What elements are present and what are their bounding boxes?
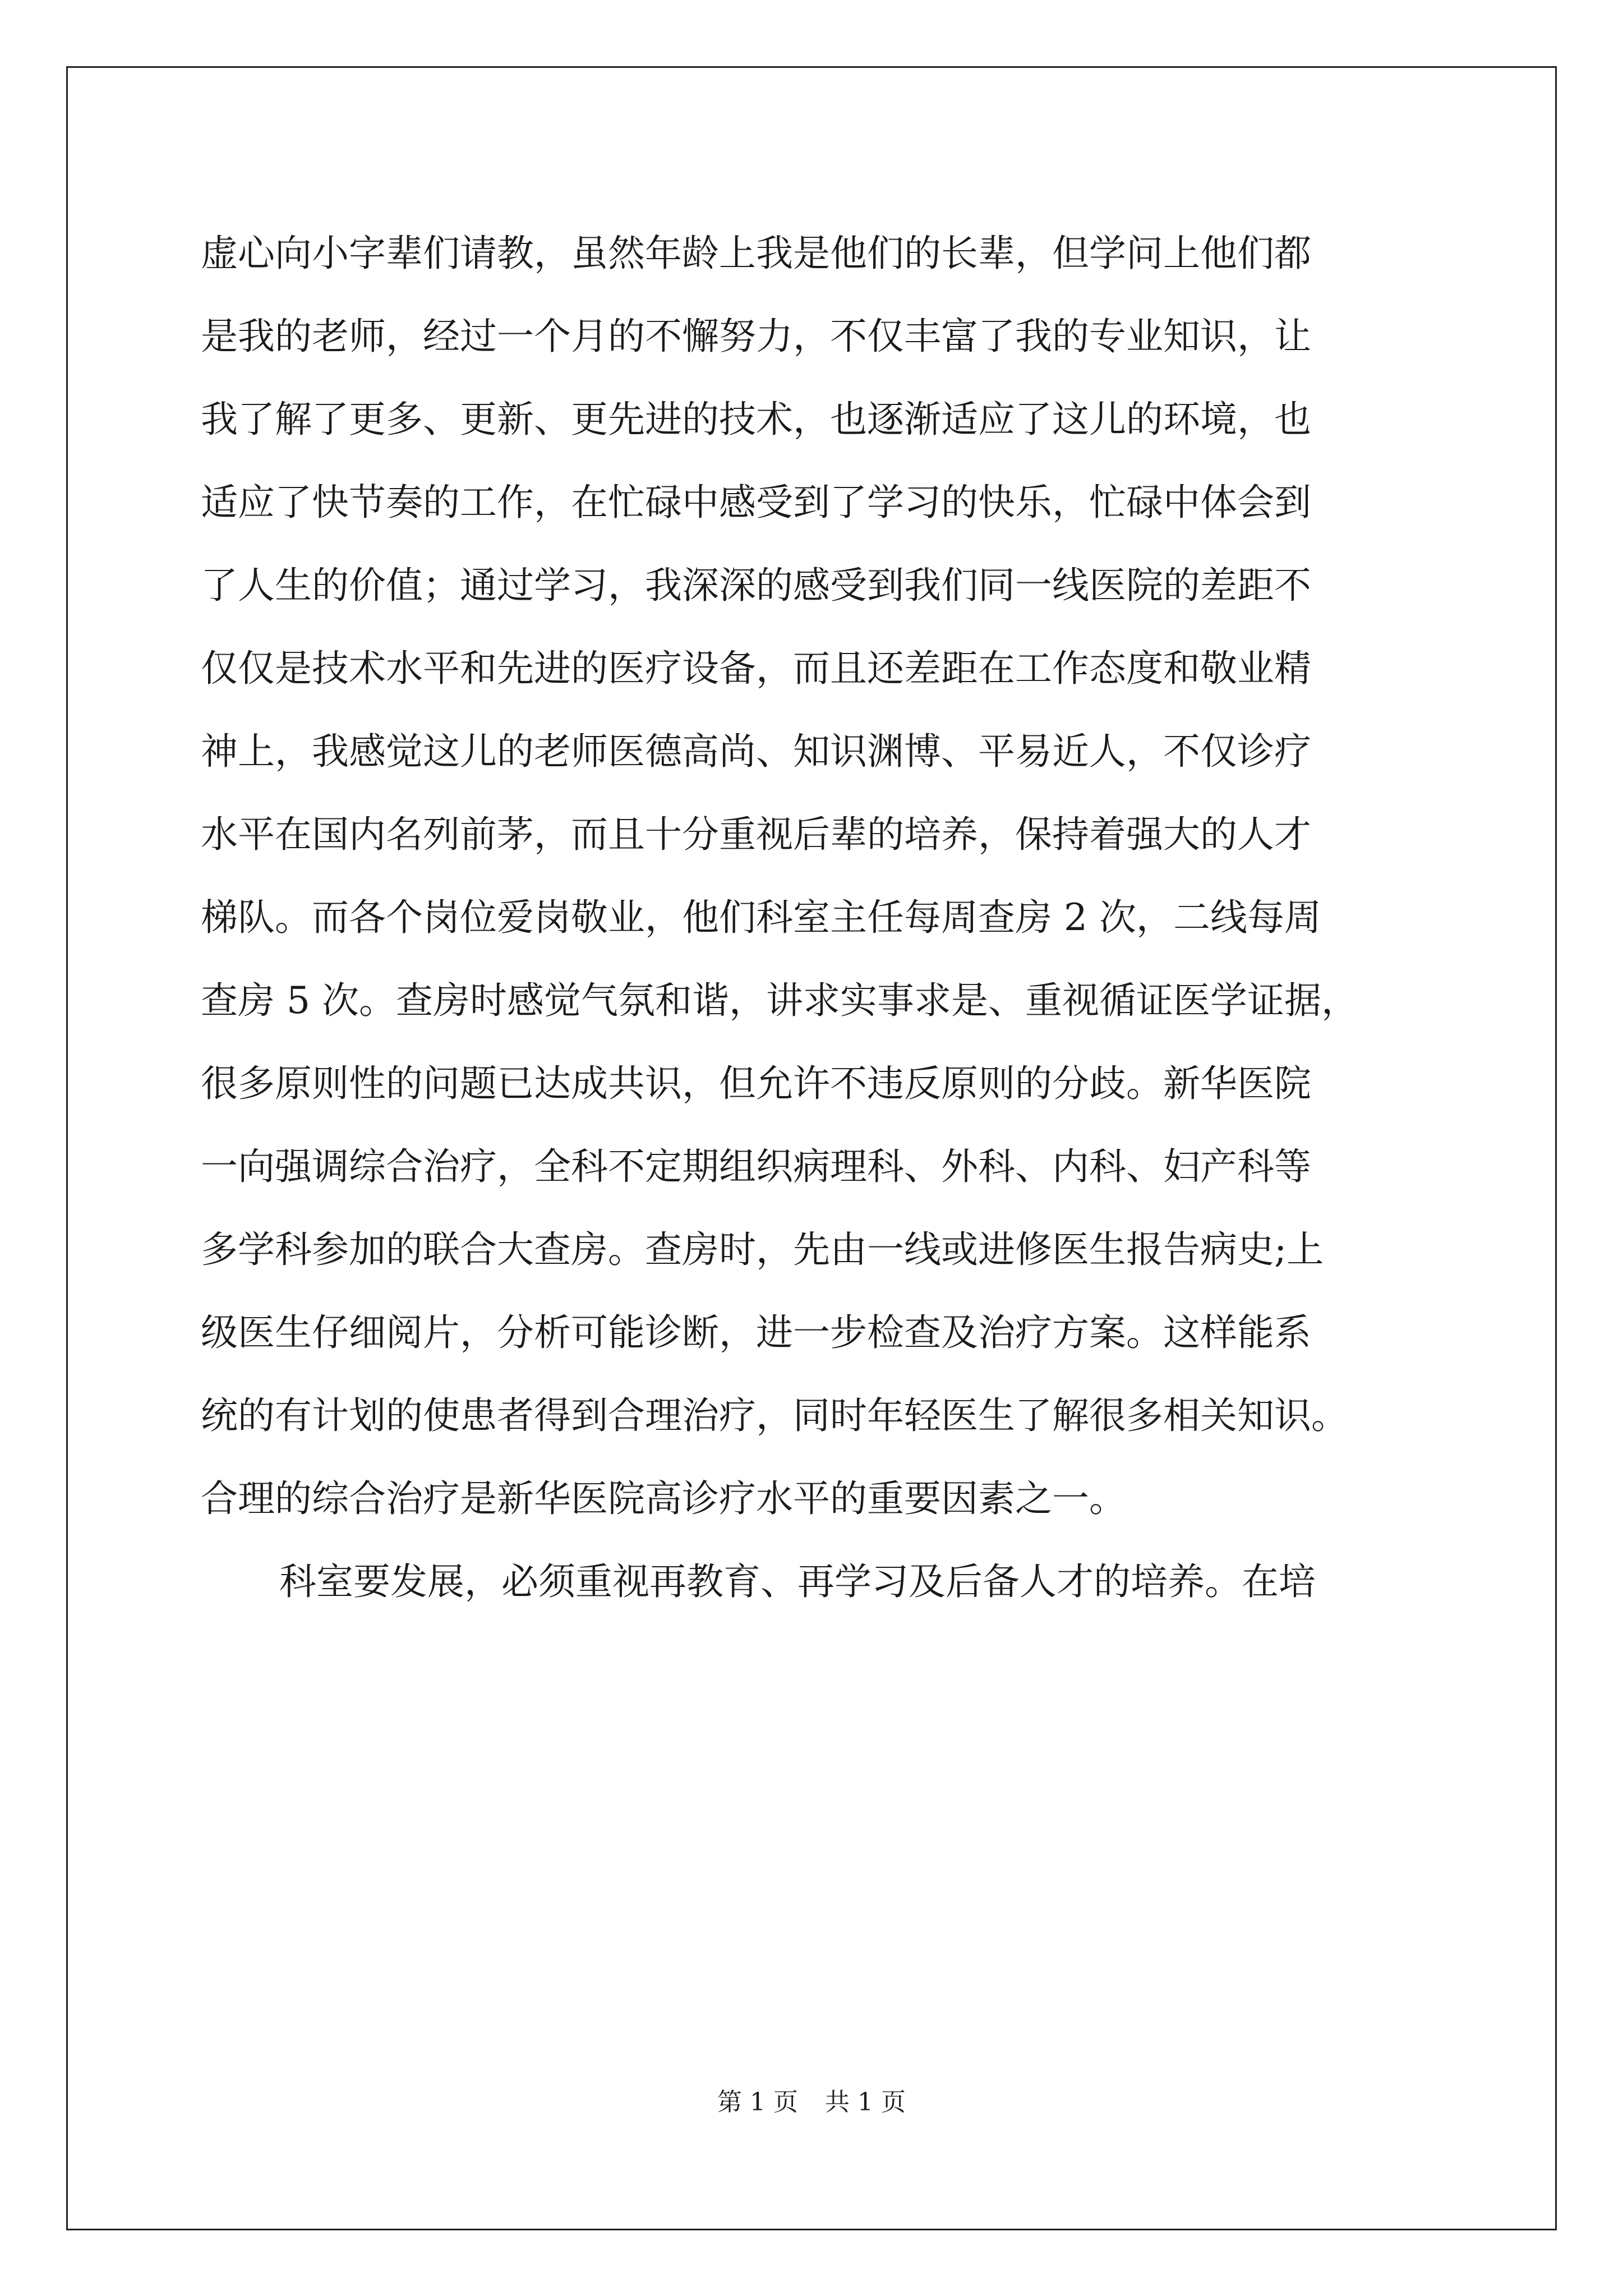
text-line-10: 查房 5 次。查房时感觉气氛和谐，讲求实事求是、重视循证医学证据，: [201, 979, 1358, 1022]
text-line-7: 神上，我感觉这儿的老师医德高尚、知识渊博、平易近人，不仅诊疗: [201, 730, 1311, 773]
text-line-12: 一向强调综合治疗，全科不定期组织病理科、外科、内科、妇产科等: [201, 1145, 1311, 1188]
text-line-1: 虚心向小字辈们请教，虽然年龄上我是他们的长辈，但学问上他们都: [201, 232, 1311, 275]
text-line-15: 统的有计划的使患者得到合理治疗，同时年轻医生了解很多相关知识。: [201, 1394, 1348, 1437]
text-line-3: 我了解了更多、更新、更先进的技术，也逐渐适应了这儿的环境，也: [201, 398, 1311, 441]
paragraph-start-line: 科室要发展，必须重视再教育、再学习及后备人才的培养。在培: [279, 1560, 1316, 1603]
text-line-14: 级医生仔细阅片，分析可能诊断，进一步检查及治疗方案。这样能系: [201, 1311, 1311, 1354]
text-line-4: 适应了快节奏的工作，在忙碌中感受到了学习的快乐，忙碌中体会到: [201, 481, 1311, 524]
text-line-13: 多学科参加的联合大查房。查房时，先由一线或进修医生报告病史;上: [201, 1228, 1324, 1271]
text-line-8: 水平在国内名列前茅，而且十分重视后辈的培养，保持着强大的人才: [201, 813, 1311, 856]
text-line-6: 仅仅是技术水平和先进的医疗设备，而且还差距在工作态度和敬业精: [201, 647, 1311, 690]
page-number: 第 1 页: [717, 2088, 798, 2116]
document-body: [201, 212, 1429, 1623]
text-line-9: 梯队。而各个岗位爱岗敬业，他们科室主任每周查房 2 次，二线每周: [201, 896, 1321, 939]
text-line-2: 是我的老师，经过一个月的不懈努力，不仅丰富了我的专业知识，让: [201, 315, 1311, 358]
text-line-11: 很多原则性的问题已达成共识，但允许不违反原则的分歧。新华医院: [201, 1062, 1311, 1105]
text-line-5: 了人生的价值；通过学习，我深深的感受到我们同一线医院的差距不: [201, 564, 1311, 607]
page-footer: [0, 2086, 1623, 2119]
page-total: 共 1 页: [825, 2088, 906, 2116]
text-line-16: 合理的综合治疗是新华医院高诊疗水平的重要因素之一。: [201, 1477, 1126, 1520]
